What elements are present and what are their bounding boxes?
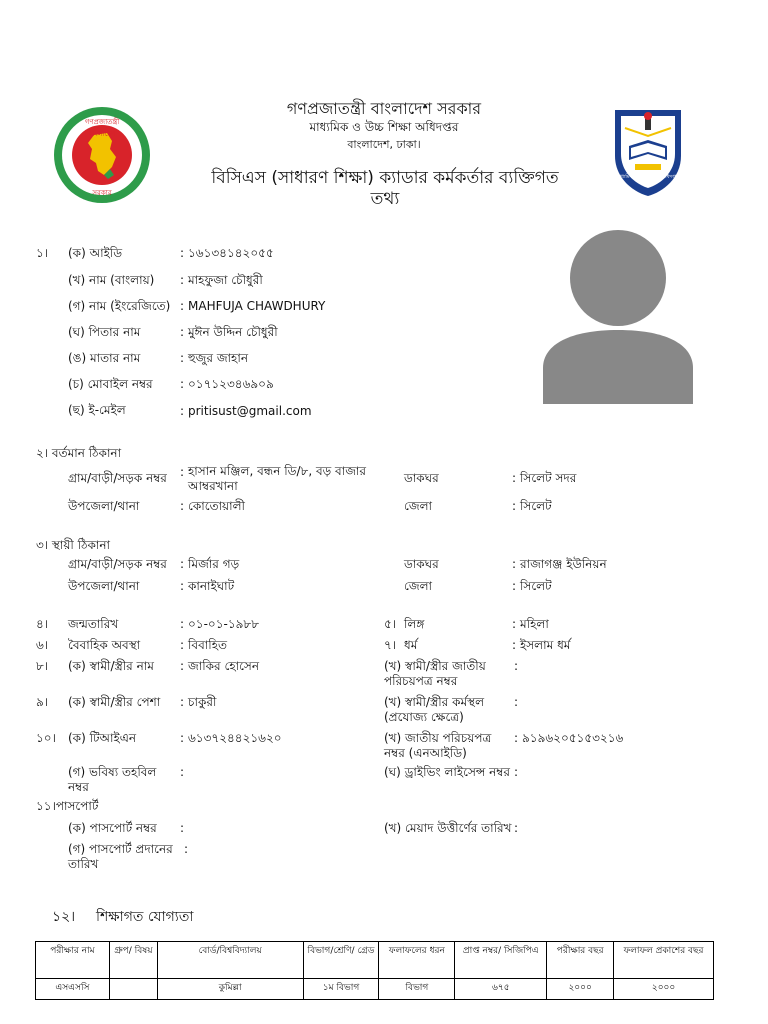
mobile-label: (চ) মোবাইল নম্বর xyxy=(68,377,153,391)
spouse-name-label: (ক) স্বামী/স্ত্রীর নাম xyxy=(68,659,154,673)
table-header-cell: ফলাফল প্রকাশের বছর xyxy=(614,942,714,979)
table-cell: এসএসসি xyxy=(36,979,110,1000)
section-8-number: ৮। xyxy=(36,659,49,673)
table-cell xyxy=(109,979,157,1000)
father-name-value: মুঈন উদ্দিন চৌধুরী xyxy=(188,325,278,339)
id-value: ১৬১৩৪১৪২০৫৫ xyxy=(188,246,274,260)
section-4-number: ৪। xyxy=(36,617,49,631)
spouse-occupation-label: (ক) স্বামী/স্ত্রীর পেশা xyxy=(68,695,161,709)
religion-label: ধর্ম xyxy=(404,638,418,652)
section-7-number: ৭। xyxy=(384,638,397,652)
section-6-number: ৬। xyxy=(36,638,49,652)
mother-name-value: হুজুর জাহান xyxy=(188,351,248,365)
provident-fund-label: (গ) ভবিষ্য তহবিল নম্বর xyxy=(68,765,157,794)
table-header-cell: বিভাগ/শ্রেণি/ গ্রেড xyxy=(303,942,379,979)
id-colon: : xyxy=(180,246,185,260)
profile-photo xyxy=(541,218,695,404)
gender-label: লিঙ্গ xyxy=(404,617,425,631)
id-label: (ক) আইডি xyxy=(68,246,123,260)
section-9-number: ৯। xyxy=(36,695,49,709)
section-10-number: ১০। xyxy=(36,731,56,745)
spouse-nid-label: (খ) স্বামী/স্ত্রীর জাতীয় পরিচয়পত্র নম্বর xyxy=(384,659,486,688)
passport-number-label: (ক) পাসপোর্ট নম্বর xyxy=(68,821,157,835)
name-bn-label: (খ) নাম (বাংলায়) xyxy=(68,273,155,287)
table-cell: ২০০০ xyxy=(614,979,714,1000)
permanent-address-heading: ৩। স্থায়ী ঠিকানা xyxy=(36,538,111,552)
table-header-cell: পরীক্ষার বছর xyxy=(547,942,614,979)
present-upazila-label: উপজেলা/থানা xyxy=(68,499,140,513)
spouse-name-value: জাকির হোসেন xyxy=(188,659,260,673)
education-heading: শিক্ষাগত যোগ্যতা xyxy=(96,909,194,925)
permanent-po-value: রাজাগঞ্জ ইউনিয়ন xyxy=(520,557,607,571)
permanent-village-label: গ্রাম/বাড়ী/সড়ক নম্বর xyxy=(68,557,167,571)
seal-outer-text: গণপ্রজাতন্ত্রী বাংলাদেশ xyxy=(84,118,120,138)
present-village-value: হাসান মঞ্জিল, বন্ধন ডি/৮, বড় বাজার আম্বরখানা xyxy=(188,464,367,493)
present-village-label: গ্রাম/বাড়ী/সড়ক নম্বর xyxy=(68,471,167,485)
table-header-row xyxy=(36,942,714,979)
tin-label: (ক) টিআইএন xyxy=(68,731,137,745)
permanent-village-value: মির্জার গড় xyxy=(188,557,240,571)
mobile-value: ০১৭১২৩৪৬৯০৯ xyxy=(188,377,274,391)
present-district-value: সিলেট xyxy=(520,499,552,513)
document-title: বিসিএস (সাধারণ শিক্ষা) ক্যাডার কর্মকর্তার ব্যক্তিগত তথ্য xyxy=(211,168,559,209)
tin-value: ৬১৩৭২৪৪২১৬২০ xyxy=(188,731,282,745)
present-po-label: ডাকঘর xyxy=(404,471,439,485)
present-address-heading: ২। বর্তমান ঠিকানা xyxy=(36,446,122,460)
present-po-value: সিলেট সদর xyxy=(520,471,577,485)
department-name: মাধ্যমিক ও উচ্চ শিক্ষা অধিদপ্তর xyxy=(309,120,459,134)
table-cell: ২০০০ xyxy=(547,979,614,1000)
table-header-cell: ফলাফলের ধরন xyxy=(379,942,455,979)
present-upazila-value: কোতোয়ালী xyxy=(188,499,245,513)
section-5-number: ৫। xyxy=(384,617,397,631)
nid-value: ৯১৯৬২০৫১৫৩২১৬ xyxy=(522,731,624,745)
user-silhouette-icon xyxy=(541,218,695,404)
birthdate-label: জন্মতারিখ xyxy=(68,617,119,631)
shield-caption: মাধ্যমিক ও উচ্চ শিক্ষা অধিদপ্তর xyxy=(616,174,680,180)
name-en-value: MAHFUJA CHAWDHURY xyxy=(188,299,326,313)
name-en-label: (গ) নাম (ইংরেজিতে) xyxy=(68,299,171,313)
section-12-number: ১২। xyxy=(52,909,76,925)
present-district-label: জেলা xyxy=(404,499,433,513)
seal-bottom-text: সরকার xyxy=(92,189,112,197)
religion-value: ইসলাম ধর্ম xyxy=(520,638,571,652)
father-name-label: (ঘ) পিতার নাম xyxy=(68,325,141,339)
table-cell: বিভাগ xyxy=(379,979,455,1000)
passport-heading: ১১।পাসপোর্ট xyxy=(36,799,99,813)
name-bn-value: মাহফুজা চৌধুরী xyxy=(188,273,263,287)
permanent-upazila-label: উপজেলা/থানা xyxy=(68,579,140,593)
passport-expiry-label: (খ) মেয়াদ উত্তীর্ণের তারিখ xyxy=(384,821,512,835)
email-label: (ছ) ই-মেইল xyxy=(68,403,126,417)
nid-label: (খ) জাতীয় পরিচয়পত্র নম্বর (এনআইডি) xyxy=(384,731,492,760)
marital-status-value: বিবাহিত xyxy=(188,638,228,652)
table-header-cell: গ্রুপ/ বিষয় xyxy=(109,942,157,979)
passport-issue-label: (গ) পাসপোর্ট প্রদানের তারিখ xyxy=(68,842,173,871)
permanent-upazila-value: কানাইঘাট xyxy=(188,579,235,593)
marital-status-label: বৈবাহিক অবস্থা xyxy=(68,638,141,652)
table-header-cell: প্রাপ্ত নম্বর/ সিজিপিএ xyxy=(455,942,547,979)
section-1-number: ১। xyxy=(36,246,49,260)
location-line: বাংলাদেশ, ঢাকা। xyxy=(347,138,421,151)
government-title: গণপ্রজাতন্ত্রী বাংলাদেশ সরকার xyxy=(286,99,482,118)
table-header-cell: বোর্ড/বিশ্ববিদ্যালয় xyxy=(157,942,303,979)
permanent-po-label: ডাকঘর xyxy=(404,557,439,571)
spouse-workplace-label: (খ) স্বামী/স্ত্রীর কর্মস্থল (প্রযোজ্য ক্ষেত্রে) xyxy=(384,695,485,724)
birthdate-value: ০১-০১-১৯৮৮ xyxy=(188,617,259,631)
permanent-district-label: জেলা xyxy=(404,579,433,593)
table-header-cell: পরীক্ষার নাম xyxy=(36,942,110,979)
table-cell: ৬৭৫ xyxy=(455,979,547,1000)
education-table xyxy=(35,941,714,1000)
spouse-occupation-value: চাকুরী xyxy=(188,695,217,709)
driving-license-label: (ঘ) ড্রাইভিং লাইসেন্স নম্বর xyxy=(384,765,510,779)
email-value: pritisust@gmail.com xyxy=(188,404,312,418)
mother-name-label: (ঙ) মাতার নাম xyxy=(68,351,141,365)
table-cell: ১ম বিভাগ xyxy=(303,979,379,1000)
table-row xyxy=(36,979,714,1000)
permanent-district-value: সিলেট xyxy=(520,579,552,593)
gender-value: মহিলা xyxy=(520,617,549,631)
table-cell: কুমিল্লা xyxy=(157,979,303,1000)
